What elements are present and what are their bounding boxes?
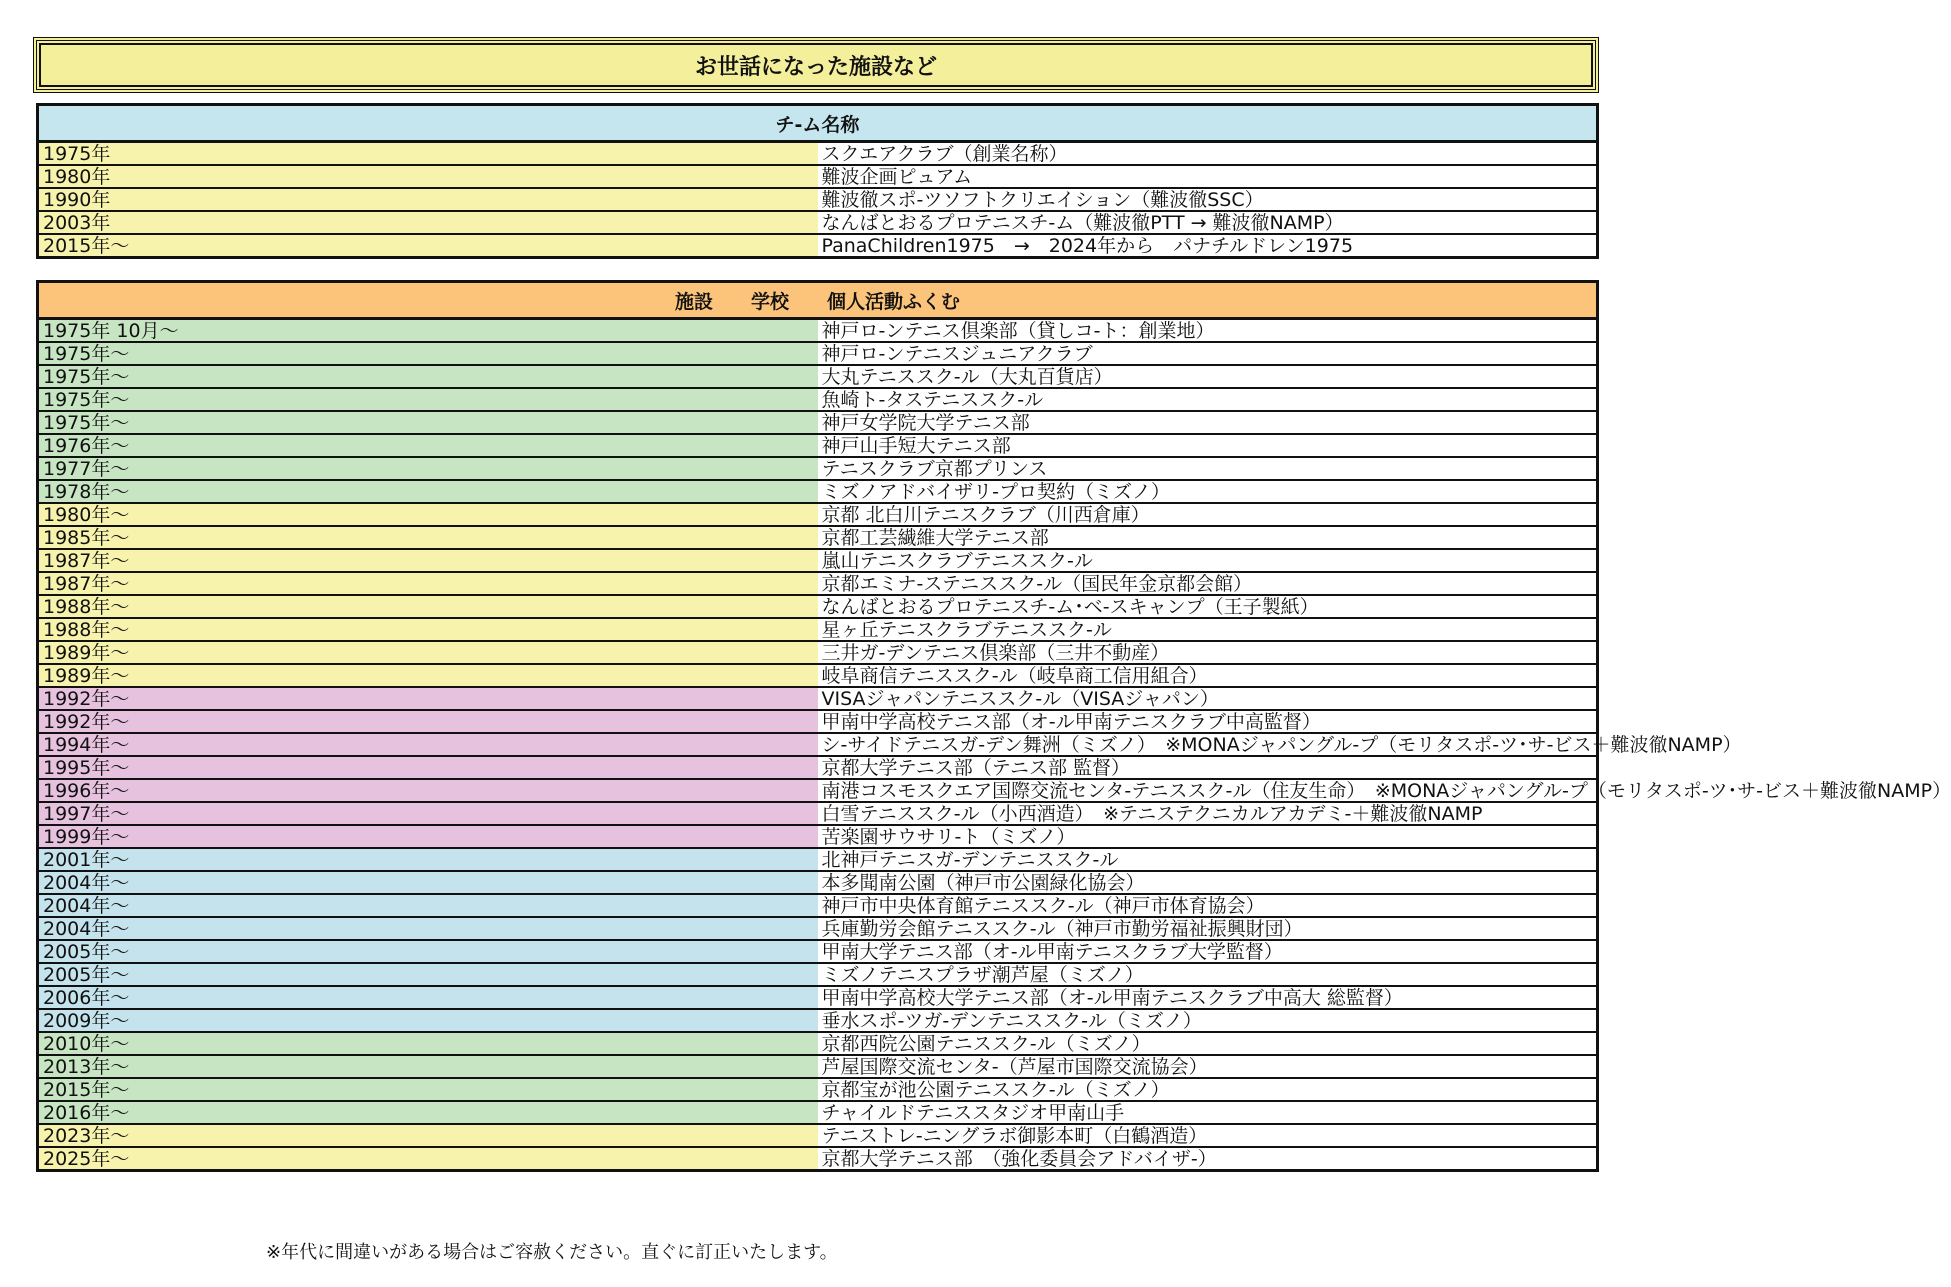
table-row [38,142,1598,166]
table-row [38,848,1598,871]
table-row [38,756,1598,779]
table-row [38,618,1598,641]
year-cell: 2004年～ [38,917,818,940]
table-row [38,710,1598,733]
description-cell: 三井ガ-デンテニス倶楽部（三井不動産） [818,641,1598,664]
table-row [38,503,1598,526]
table-row [38,1055,1598,1078]
table-row [38,894,1598,917]
table-row [38,595,1598,618]
description-cell: 難波企画ピュアム [818,165,1598,188]
table-row [38,917,1598,940]
table-row [38,457,1598,480]
year-cell: 1975年 [38,142,818,166]
team-table-header: チ-ム名称 [38,105,1598,142]
table-row [38,165,1598,188]
year-cell: 1987年～ [38,549,818,572]
table-row [38,188,1598,211]
description-cell: 甲南中学高校テニス部（オ-ル甲南テニスクラブ中高監督） [818,710,1598,733]
year-cell: 2004年～ [38,871,818,894]
year-cell: 1996年～ [38,779,818,802]
year-cell: 2016年～ [38,1101,818,1124]
table-row [38,1124,1598,1147]
description-cell: テニストレ-ニングラボ御影本町（白鶴酒造） [818,1124,1598,1147]
year-cell: 2010年～ [38,1032,818,1055]
description-cell: ミズノアドバイザリ-プロ契約（ミズノ） [818,480,1598,503]
description-cell: 京都エミナ-ステニススク-ル（国民年金京都会館） [818,572,1598,595]
year-cell: 1989年～ [38,664,818,687]
description-cell: 京都宝が池公園テニススク-ル（ミズノ） [818,1078,1598,1101]
year-cell: 1988年～ [38,595,818,618]
description-cell: シ-サイドテニスガ-デン舞洲（ミズノ） ※MONAジャパングル-プ（モリタスポ-ツ･サ-ビス＋難波徹NAMP） [818,733,1598,756]
table-row [38,1147,1598,1171]
table-row [38,940,1598,963]
facility-table-header-row [38,282,1598,319]
description-cell: ミズノテニスプラザ潮芦屋（ミズノ） [818,963,1598,986]
year-cell: 1987年～ [38,572,818,595]
description-cell: 兵庫勤労会館テニススク-ル（神戸市勤労福祉振興財団） [818,917,1598,940]
description-cell: チャイルドテニススタジオ甲南山手 [818,1101,1598,1124]
table-row [38,963,1598,986]
year-cell: 1997年～ [38,802,818,825]
year-cell: 1976年～ [38,434,818,457]
description-cell: 垂水スポ-ツガ-デンテニススク-ル（ミズノ） [818,1009,1598,1032]
table-row [38,1032,1598,1055]
year-cell: 2001年～ [38,848,818,871]
description-cell: 魚崎ト-タステニススク-ル [818,388,1598,411]
table-row [38,779,1598,802]
year-cell: 2004年～ [38,894,818,917]
year-cell: 1980年～ [38,503,818,526]
year-cell: 2005年～ [38,963,818,986]
description-cell: 甲南大学テニス部（オ-ル甲南テニスクラブ大学監督） [818,940,1598,963]
table-row [38,641,1598,664]
description-cell: 神戸市中央体育館テニススク-ル（神戸市体育協会） [818,894,1598,917]
description-cell: PanaChildren1975 → 2024年から パナチルドレン1975 [818,234,1598,258]
description-cell: 芦屋国際交流センタ-（芦屋市国際交流協会） [818,1055,1598,1078]
description-cell: 白雪テニススク-ル（小西酒造） ※テニステクニカルアカデミ-＋難波徹NAMP [818,802,1598,825]
description-cell: 本多聞南公園（神戸市公園緑化協会） [818,871,1598,894]
year-cell: 2013年～ [38,1055,818,1078]
table-row [38,211,1598,234]
description-cell: 南港コスモスクエア国際交流センタ-テニススク-ル（住友生命） ※MONAジャパングル-プ（モリタスポ-ツ･サ-ビス＋難波徹NAMP） [818,779,1598,802]
table-row [38,480,1598,503]
year-cell: 1975年～ [38,411,818,434]
table-row [38,1101,1598,1124]
team-table-body [38,142,1598,258]
year-cell: 2006年～ [38,986,818,1009]
year-cell: 2005年～ [38,940,818,963]
year-cell: 1980年 [38,165,818,188]
table-row [38,526,1598,549]
table-row [38,687,1598,710]
facility-table [36,280,1951,1172]
year-cell: 1977年～ [38,457,818,480]
page-title-box [33,37,1599,93]
description-cell: 大丸テニススク-ル（大丸百貨店） [818,365,1598,388]
year-cell: 1994年～ [38,733,818,756]
year-cell: 2025年～ [38,1147,818,1171]
year-cell: 2015年～ [38,1078,818,1101]
year-cell: 1988年～ [38,618,818,641]
year-cell: 1999年～ [38,825,818,848]
description-cell: 京都工芸繊維大学テニス部 [818,526,1598,549]
description-cell: なんばとおるプロテニスチ-ム･ベ-スキャンプ（王子製紙） [818,595,1598,618]
table-row [38,388,1598,411]
table-row [38,411,1598,434]
table-row [38,986,1598,1009]
description-cell: 京都西院公園テニススク-ル（ミズノ） [818,1032,1598,1055]
page-title: お世話になった施設など [694,54,937,80]
description-cell: VISAジャパンテニススク-ル（VISAジャパン） [818,687,1598,710]
description-cell: テニスクラブ京都プリンス [818,457,1598,480]
table-row [38,434,1598,457]
year-cell: 1995年～ [38,756,818,779]
facility-table-body [38,319,1951,1171]
year-cell: 1975年 10月～ [38,319,818,343]
description-cell: 岐阜商信テニススク-ル（岐阜商工信用組合） [818,664,1598,687]
table-row [38,365,1598,388]
year-cell: 1992年～ [38,710,818,733]
facility-table-header: 施設 学校 個人活動ふくむ [38,282,1598,319]
description-cell: 嵐山テニスクラブテニススク-ル [818,549,1598,572]
year-cell: 1990年 [38,188,818,211]
table-row [38,1009,1598,1032]
year-cell: 2023年～ [38,1124,818,1147]
description-cell: 星ヶ丘テニスクラブテニススク-ル [818,618,1598,641]
description-cell: 神戸ロ-ンテニス倶楽部（貸しコ-ト：創業地） [818,319,1598,343]
description-cell: 神戸ロ-ンテニスジュニアクラブ [818,342,1598,365]
table-row [38,572,1598,595]
year-cell: 2009年～ [38,1009,818,1032]
description-cell: 苦楽園サウサリ-ト（ミズノ） [818,825,1598,848]
year-cell: 2003年 [38,211,818,234]
table-row [38,825,1598,848]
year-cell: 1992年～ [38,687,818,710]
year-cell: 1978年～ [38,480,818,503]
year-cell: 1985年～ [38,526,818,549]
table-row [38,871,1598,894]
table-row [38,342,1598,365]
description-cell: 京都大学テニス部 （強化委員会アドバイザ-） [818,1147,1598,1171]
description-cell: なんばとおるプロテニスチ-ム（難波徹PTT → 難波徹NAMP） [818,211,1598,234]
table-row [38,802,1598,825]
description-cell: 難波徹スポ-ツソフトクリエイション（難波徹SSC） [818,188,1598,211]
description-cell: スクエアクラブ（創業名称） [818,142,1598,166]
team-table-header-row [38,105,1598,142]
description-cell: 北神戸テニスガ-デンテニススク-ル [818,848,1598,871]
table-row [38,319,1598,343]
year-cell: 1975年～ [38,388,818,411]
description-cell: 京都 北白川テニスクラブ（川西倉庫） [818,503,1598,526]
year-cell: 2015年～ [38,234,818,258]
table-row [38,664,1598,687]
description-cell: 甲南中学高校大学テニス部（オ-ル甲南テニスクラブ中高大 総監督） [818,986,1598,1009]
year-cell: 1975年～ [38,365,818,388]
description-cell: 神戸山手短大テニス部 [818,434,1598,457]
team-name-table [36,103,1599,259]
table-row [38,234,1598,258]
table-row [38,549,1598,572]
description-cell: 京都大学テニス部（テニス部 監督） [818,756,1598,779]
description-cell: 神戸女学院大学テニス部 [818,411,1598,434]
footnote: ※年代に間違いがある場合はご容赦ください。直ぐに訂正いたします。 [266,1242,838,1263]
table-row [38,1078,1598,1101]
year-cell: 1975年～ [38,342,818,365]
table-row [38,733,1598,756]
year-cell: 1989年～ [38,641,818,664]
